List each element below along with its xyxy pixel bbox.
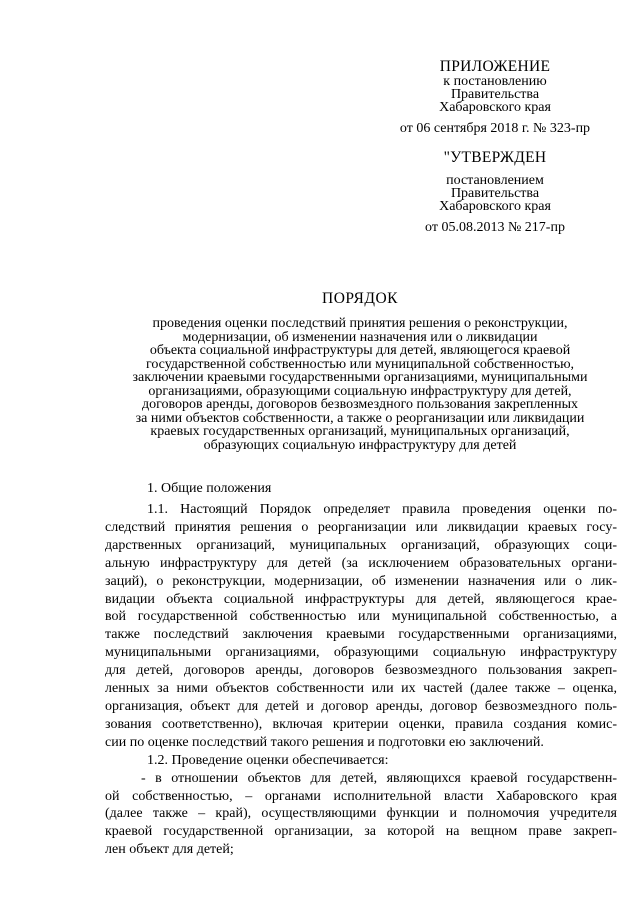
appendix-line: Правительства [450,87,540,102]
paragraph-line: заций), о реконструкции, модернизации, об изменении назначения или о лик- [105,573,617,589]
subtitle-line: объекта социальной инфраструктуры для детей, являющегося краевой [149,343,571,358]
document-title: ПОРЯДОК [322,290,398,307]
appendix-title: ПРИЛОЖЕНИЕ [439,58,551,75]
paragraph-line: сии по оценке последствий такого решения и подготовки ею заключений. [105,734,544,750]
document-body [105,480,617,859]
paragraph-line: дарственных организаций, муниципальных организаций, образующих соци- [105,537,617,553]
paragraph-line: лен объект для детей; [105,842,234,858]
paragraph-line: для детей, договоров аренды, договоров безвозмездного пользования закреп- [105,663,617,679]
appendix-block [380,58,610,135]
paragraph-line: - в отношении объектов для детей, являющихся краевой государственн- [141,770,617,786]
paragraph-line: зования соответственно), включая критерии оценки, правила создания комис- [105,716,617,732]
subtitle-line: государственной собственностью или муниципальной собственностью, [145,356,575,372]
paragraph-line: также последствий заключения краевыми государственными организациями, [105,627,617,643]
paragraph-line: (далее также – край), осуществляющими функции и полномочия учредителя [105,806,617,822]
paragraph-line: 1.1. Настоящий Порядок определяет правила проведения оценки по- [147,502,617,517]
paragraph-line: муниципальными организациями, образующими социальную инфраструктуру [105,645,617,661]
approved-title: "УТВЕРЖДЕН [443,149,547,166]
paragraph-1-2: 1.2. Проведение оценки обеспечивается: [147,752,389,768]
approved-block [380,149,610,234]
appendix-date-line: от 06 сентября 2018 г. № 323-пр [399,121,591,136]
subtitle-line: проведения оценки последствий принятия решения о реконструкции, [152,316,568,331]
paragraph-line: вой государственной собственностью или муниципальной собственностью, а [105,609,617,625]
subtitle-line: организациями, образующими социальную инфраструктуру для детей, [148,383,572,399]
approved-date-line: от 05.08.2013 № 217-пр [425,220,565,235]
paragraph-line: видации объекта социальной инфраструктуры для детей, являющегося крае- [105,591,617,607]
subtitle-line: договоров аренды, договоров безвозмездного пользования закрепленных [142,397,578,412]
appendix-line: Хабаровского края [439,100,551,115]
approved-line: Хабаровского края [439,199,551,214]
appendix-line: к постановлению [443,74,547,89]
section-heading: 1. Общие положения [147,481,272,496]
subtitle-line: образующих социальную инфраструктуру для детей [203,437,517,453]
approved-line: постановлением [446,173,544,188]
paragraph-line: ленных за ними объектов собственности или их частей (далее также – оценка, [105,681,617,697]
approved-line: Правительства [450,186,540,201]
subtitle-line: заключении краевыми государственными организациями, муниципальными [132,370,588,385]
paragraph-line: ой собственностью, – органами исполнительной власти Хабаровского края [105,788,617,804]
paragraph-line: краевой государственной организации, за которой на вещном праве закреп- [105,824,617,840]
subtitle-line: модернизации, об изменении назначения или о ликвидации [182,329,538,345]
paragraph-list-item [105,770,617,860]
paragraph-line: альную инфраструктуру для детей (за исключением образовательных органи- [105,555,617,571]
subtitle-line: за ними объектов собственности, а также о реорганизации или ликвидации [135,410,585,426]
paragraph-1-1 [105,501,617,752]
paragraph-line: организация, объект для детей и договор аренды, договор безвозмездного поль- [105,698,617,714]
document-title-block [100,290,620,452]
paragraph-line: следствий принятия решения о реорганизации или ликвидации краевых госу- [105,519,617,535]
subtitle-line: краевых государственных организаций, муниципальных организаций, [150,424,570,439]
